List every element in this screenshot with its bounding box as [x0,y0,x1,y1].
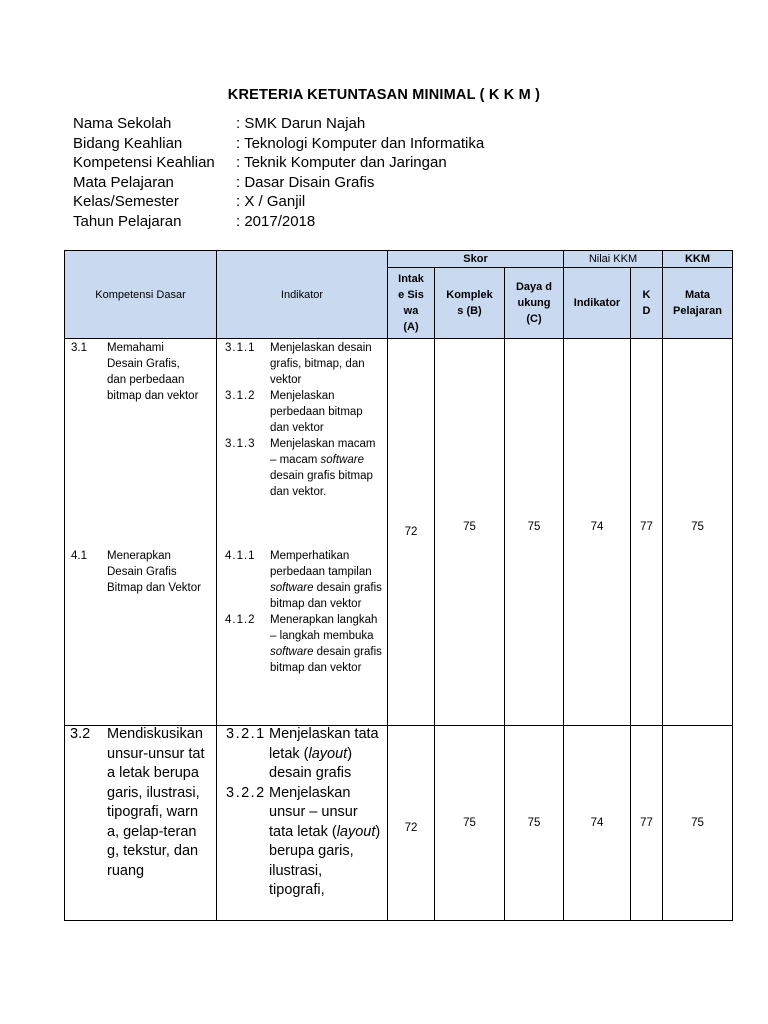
header-kompleks: Kompleks (B) [435,268,505,339]
indikator-item: 3.2.2 Menjelaskan unsur – unsur tata letak (layout) berupa garis, ilustrasi, tipografi, [226,784,381,898]
info-label: Mata Pelajaran [73,173,174,191]
nilai-indikator: 74 [564,726,631,921]
score-kompleks: 75 [435,726,505,921]
header-indikator: Indikator [217,251,388,339]
header-intake: Intake Siswa (A) [388,268,435,339]
indikator-item: 4.1.1 Memperhatikan perbedaan tampilan software desain grafis bitmap dan vektor [225,550,382,610]
nilai-kd: 77 [631,339,663,726]
score-daya-dukung: 75 [505,726,564,921]
header-kkm: KKM [663,251,733,268]
indikator-item: 3.1.1 Menjelaskan desain grafis, bitmap, dan vektor [225,342,372,386]
header-nilai-kkm: Nilai KKM [564,251,663,268]
score-intake: 72 [388,726,435,921]
info-row-bidang-keahlian [73,134,484,154]
page-title: KRETERIA KETUNTASAN MINIMAL ( K K M ) [227,87,541,103]
kkm-table [64,250,733,921]
info-label: Nama Sekolah [73,115,172,132]
info-row-nama-sekolah [73,114,484,134]
nilai-indikator: 74 [564,339,631,726]
indikator-cell [217,726,388,921]
info-value: : SMK Darun Najah [236,115,366,132]
info-label: Kelas/Semester [73,193,179,210]
info-value: : Teknologi Komputer dan Informatika [236,134,485,152]
header-mata-pelajaran: Mata Pelajaran [663,268,733,339]
info-label: Kompetensi Keahlian [73,154,215,171]
kkm-mata-pelajaran: 75 [663,339,733,726]
info-value: : X / Ganjil [236,193,306,210]
info-label: Bidang Keahlian [73,134,183,152]
indikator-item: 3.1.3 Menjelaskan macam – macam software desain grafis bitmap dan vektor. [225,438,376,498]
info-row-mata-pelajaran [73,173,484,193]
kd-item: 3.1 Memahami Desain Grafis, dan perbedaan bitmap dan vektor [71,342,199,402]
info-label: Tahun Pelajaran [73,212,182,230]
kd-cell [65,339,217,726]
indikator-item: 3.1.2 Menjelaskan perbedaan bitmap dan vektor [225,390,363,434]
header-kompetensi-dasar: Kompetensi Dasar [65,251,217,339]
info-row-kelas-semester [73,192,484,212]
kd-item: 4.1 Menerapkan Desain Grafis Bitmap dan Vektor [71,550,201,594]
indikator-item: 4.1.2 Menerapkan langkah – langkah membuka software desain grafis bitmap dan vektor [225,614,382,674]
header-nilai-indikator: Indikator [564,268,631,339]
header-skor: Skor [388,251,564,268]
nilai-kd: 77 [631,726,663,921]
indikator-item: 3.2.1 Menjelaskan tata letak (layout) desain grafis [226,726,379,781]
info-value: : Teknik Komputer dan Jaringan [236,154,447,171]
info-value: : 2017/2018 [236,212,316,230]
info-row-tahun-pelajaran [73,212,484,232]
score-kompleks: 75 [435,339,505,726]
score-intake: 72 [388,339,435,726]
score-daya-dukung: 75 [505,339,564,726]
header-daya-dukung: Daya dukung (C) [505,268,564,339]
info-value: : Dasar Disain Grafis [236,173,375,191]
table-row [65,339,733,726]
kd-cell [65,726,217,921]
info-row-kompetensi-keahlian [73,153,484,173]
indikator-cell [217,339,388,726]
table-row [65,726,733,921]
header-nilai-kd: KD [631,268,663,339]
kkm-mata-pelajaran: 75 [663,726,733,921]
info-block [73,114,484,231]
kd-item: 3.2 Mendiskusikan unsur-unsur tata letak berupa garis, ilustrasi, tipografi, warna, gelap-terang, tekstur, dan ruang [70,726,205,879]
